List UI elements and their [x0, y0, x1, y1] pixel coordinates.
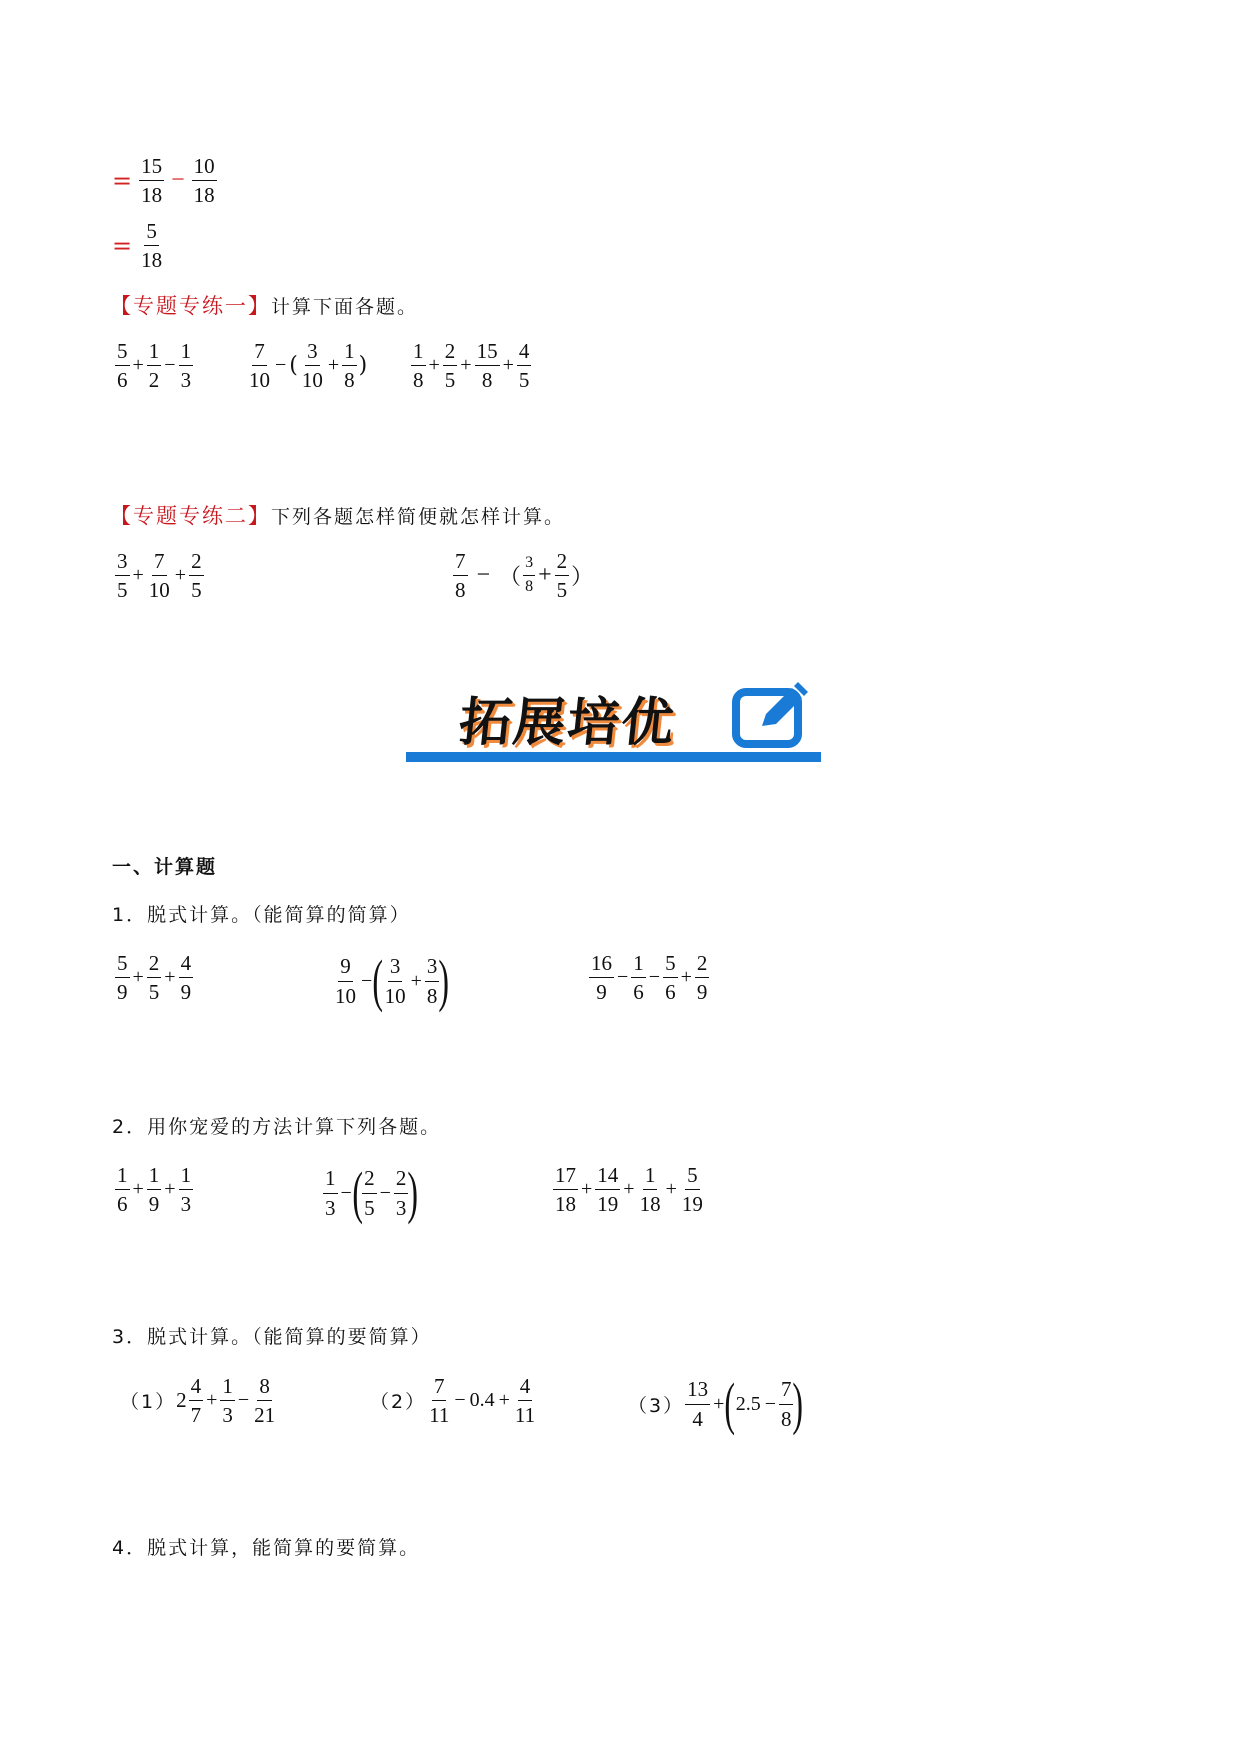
fraction: $\frac{3}{10}$: [384, 954, 406, 1008]
solution-line-2: [112, 220, 165, 271]
fraction: $\frac{5}{6}$: [117, 339, 128, 393]
operator: −: [454, 1389, 466, 1412]
operator: +: [665, 1178, 677, 1201]
q3-problem-3: [628, 1371, 804, 1436]
operator: −: [379, 1181, 391, 1204]
solution-line-1: [112, 155, 218, 206]
fraction: $\frac{4}{7}$: [190, 1374, 202, 1428]
operator: −: [237, 1389, 250, 1412]
fraction: $\frac{1}{8}$: [344, 339, 355, 393]
fraction: $\frac{1}{8}$: [413, 339, 424, 393]
operator: +: [623, 1178, 635, 1201]
operator: −: [164, 354, 176, 377]
fraction: $\frac{7}{11}$: [429, 1374, 450, 1428]
fraction: $\frac{2}{5}$: [556, 549, 568, 603]
edit-icon: [732, 674, 812, 754]
operator: −: [648, 966, 661, 989]
right-paren: ）: [571, 565, 594, 591]
operator: +: [581, 1178, 593, 1201]
fraction: $\frac{1}{3}$: [222, 1374, 233, 1428]
left-paren: (: [352, 1160, 363, 1225]
right-paren: ): [792, 1371, 804, 1436]
right-paren: ): [438, 948, 450, 1013]
operator: +: [132, 966, 144, 989]
left-paren: (: [372, 948, 384, 1013]
q2-problem-1: [114, 1164, 194, 1215]
fraction: $\frac{16}{9}$: [591, 951, 612, 1005]
problem-label: （3）: [628, 1394, 685, 1417]
operator: +: [428, 354, 440, 377]
drill2-label: 【专题专练二】: [110, 504, 271, 528]
operator: +: [498, 1389, 510, 1412]
fraction: $\frac{7}{10}$: [249, 339, 270, 393]
section-title: 一、计算题: [112, 856, 218, 878]
fraction: $\frac{2}{5}$: [444, 339, 456, 393]
drill1-problem-1: [114, 340, 194, 391]
operator: +: [132, 354, 144, 377]
fraction: $\frac{7}{10}$: [148, 549, 170, 603]
banner-title: 拓展培优: [456, 693, 679, 753]
operator: −: [617, 966, 629, 989]
operator: +: [164, 1178, 176, 1201]
operator: −: [275, 354, 287, 377]
operator: +: [410, 969, 422, 992]
fraction: $\frac{4}{11}$: [514, 1374, 536, 1428]
fraction: $\frac{1}{6}$: [117, 1163, 128, 1217]
fraction: $\frac{17}{18}$: [555, 1163, 576, 1217]
fraction: $\frac{1}{2}$: [148, 339, 160, 393]
right-paren: ): [358, 353, 368, 379]
fraction: $\frac{5}{6}$: [665, 951, 676, 1005]
drill2-problem-1: [114, 550, 205, 601]
fraction: $\frac{7}{8}$: [780, 1377, 792, 1431]
operator: +: [164, 966, 176, 989]
q1-problem-3: [588, 952, 710, 1003]
fraction: $\frac{1}{6}$: [633, 951, 644, 1005]
drill1-heading: [110, 290, 418, 320]
question-3-title: 3．脱式计算。（能简算的要简算）: [112, 1326, 432, 1348]
drill2-problem-2: [452, 550, 594, 601]
operator: +: [680, 966, 692, 989]
operator: +: [713, 1392, 725, 1415]
fraction: $\frac{4}{5}$: [518, 339, 530, 393]
drill1-problem-2: [246, 340, 368, 391]
left-paren: （: [499, 565, 522, 591]
operator: +: [132, 1178, 144, 1201]
fraction: $\frac{3}{10}$: [301, 339, 323, 393]
question-1-title: 1．脱式计算。（能简算的简算）: [112, 904, 411, 926]
problem-label: （1）: [120, 1391, 177, 1414]
q2-problem-3: [552, 1164, 706, 1215]
fraction: $\frac{15}{8}$: [476, 339, 498, 393]
fraction: $\frac{3}{8}$: [525, 554, 534, 596]
banner-title-wrap: [456, 680, 679, 755]
operator: −: [171, 167, 185, 194]
operator: +: [538, 562, 552, 589]
fraction: $\frac{1}{3}$: [180, 339, 192, 393]
problem-label: （2）: [370, 1391, 427, 1414]
drill1-label: 【专题专练一】: [110, 294, 271, 318]
fraction: $\frac{3}{5}$: [117, 549, 128, 603]
fraction: $\frac{2}{3}$: [395, 1166, 407, 1220]
operator: −: [361, 969, 373, 992]
fraction: $\frac{5}{9}$: [117, 951, 128, 1005]
fraction: $\frac{5}{18}$: [141, 219, 163, 273]
q3-problem-2: [370, 1375, 538, 1426]
fraction: $\frac{2}{9}$: [696, 951, 708, 1005]
decimal: 0.4: [469, 1389, 495, 1412]
left-paren: (: [289, 353, 298, 379]
fraction: $\frac{1}{9}$: [148, 1163, 160, 1217]
drill1-problem-3: [410, 340, 532, 391]
fraction: $\frac{10}{18}$: [193, 154, 215, 208]
fraction: $\frac{4}{9}$: [180, 951, 192, 1005]
fraction: $\frac{15}{18}$: [141, 154, 163, 208]
fraction: $\frac{9}{10}$: [335, 954, 356, 1008]
fraction: $\frac{3}{8}$: [426, 954, 438, 1008]
drill2-heading: [110, 500, 565, 530]
right-paren: ): [407, 1160, 419, 1225]
operator: +: [206, 1389, 218, 1412]
fraction: $\frac{2}{5}$: [148, 951, 160, 1005]
question-2-title: 2．用你宠爱的方法计算下列各题。: [112, 1116, 442, 1138]
operator: +: [502, 354, 514, 377]
fraction: $\frac{1}{3}$: [180, 1163, 192, 1217]
fraction: $\frac{2}{5}$: [364, 1166, 375, 1220]
left-paren: (: [724, 1371, 736, 1436]
q1-problem-2: [332, 948, 450, 1013]
operator: −: [764, 1392, 776, 1415]
question-4-title: 4．脱式计算，能简算的要简算。: [112, 1537, 421, 1559]
operator: +: [174, 564, 187, 587]
operator: +: [460, 354, 472, 377]
fraction: $\frac{5}{19}$: [681, 1163, 703, 1217]
q3-problem-1: [120, 1375, 278, 1426]
q1-problem-1: [114, 952, 194, 1003]
mixed-whole: 2: [176, 1388, 187, 1413]
operator: +: [327, 354, 340, 377]
operator: −: [476, 562, 491, 589]
fraction: $\frac{1}{3}$: [325, 1166, 336, 1220]
operator: +: [132, 564, 144, 587]
decimal: 2.5: [735, 1392, 761, 1415]
drill2-instruction: 下列各题怎样简便就怎样计算。: [271, 505, 566, 528]
fraction: $\frac{8}{21}$: [254, 1374, 276, 1428]
q2-problem-2: [322, 1160, 419, 1225]
fraction: $\frac{1}{18}$: [639, 1163, 661, 1217]
drill1-instruction: 计算下面各题。: [271, 295, 419, 318]
equals-sign: =: [112, 166, 133, 195]
fraction: $\frac{13}{4}$: [687, 1377, 709, 1431]
operator: −: [340, 1181, 352, 1204]
fraction: $\frac{14}{19}$: [597, 1163, 619, 1217]
edit-icon-wrap: [732, 752, 812, 832]
equals-sign: =: [112, 231, 133, 260]
fraction: $\frac{7}{8}$: [455, 549, 466, 603]
fraction: $\frac{2}{5}$: [191, 549, 202, 603]
